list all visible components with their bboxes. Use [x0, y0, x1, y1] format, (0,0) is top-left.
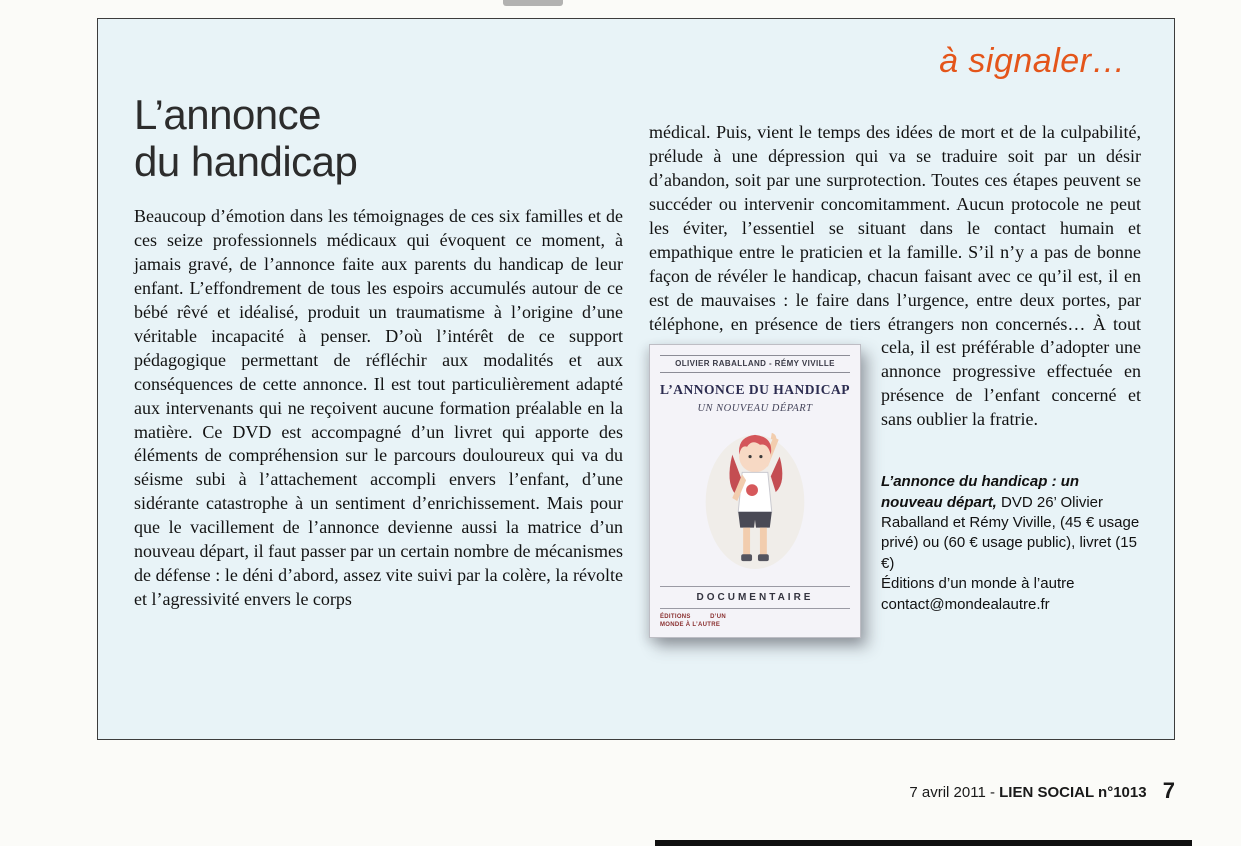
- footer-magazine: LIEN SOCIAL n°1013: [999, 784, 1147, 801]
- caption-title: L’annonce du handicap : un nouveau départ,: [881, 473, 1080, 511]
- dvd-title: L’ANNONCE DU HANDICAP: [660, 382, 851, 398]
- right-column: [649, 91, 1141, 646]
- article-columns: [134, 91, 1141, 646]
- article-title-line1: L’annonce: [134, 91, 322, 138]
- manga-girl-illustration: [696, 425, 814, 573]
- right-column-text-part2: cela, il est préférable d’adopter une annonce progressive effectuée en présence de l’enfant concerné et sans oublier la fratrie.: [881, 337, 1141, 430]
- dvd-illustration: [660, 416, 850, 581]
- left-column-text: Beaucoup d’émotion dans les témoignages de ces six familles et de ces seize professionnels médicaux qui évoquent ce moment, à jamais gravé, de l’annonce faite aux parents du handicap de leur enfant. L’effondrement de tous les espoirs accumulés autour de ce bébé rêvé et idéalisé, produit un traumatisme à l’origine d’une véritable incapacité à penser. D’où l’intérêt de ce support pédagogique permettant de réfléchir aux modalités et aux conséquences de cette annonce. Il est tout particulièrement adapté aux intervenants qui ne reçoivent aucune formation préalable en la matière. Ce DVD est accompagné d’un livret qui apporte des éléments de compréhension sur le parcours douloureux qui va du séisme subi à l’attachement accompli envers l’enfant, d’une sidérante catastrophe à un sentiment d’enrichissement. Mais pour que le vacillement de l’annonce devienne aussi la matrice d’un nouveau départ, il faut passer par un certain nombre de mécanismes de défense : le déni d’abord, assez vite suivi par la colère, la révolte et l’agressivité envers le corps: [134, 206, 623, 610]
- footer-date: 7 avril 2011 -: [909, 784, 1000, 801]
- article-title: [134, 91, 623, 185]
- dvd-authors: OLIVIER RABALLAND - RÉMY VIVILLE: [660, 355, 850, 373]
- caption-body: DVD 26’ Olivier Raballand et Rémy Viville, (45 € usage privé) ou (60 € usage public), livret (15 €): [881, 493, 1140, 572]
- dvd-publisher-logo: ÉDITIONS D’UN MONDE À L’AUTRE: [660, 613, 726, 628]
- dvd-genre-banner: DOCUMENTAIRE: [660, 586, 850, 609]
- scan-artifact-top: [503, 0, 563, 6]
- left-column: [134, 91, 623, 646]
- dvd-cover: [649, 344, 861, 638]
- right-column-text-part1: médical. Puis, vient le temps des idées de mort et de la culpabilité, prélude à une dépression qui va se traduire soit par un désir d’abandon, soit par une surprotection. Toutes ces étapes peuvent se succéder ou intervenir concomitamment. Aucun protocole ne peut les éviter, l’essentiel se situant dans le contact humain et empathique entre le praticien et la famille. S’il n’y a pas de bonne façon de révéler le handicap, chacun faisant avec ce qu’il est, il en est de mauvaises : le faire dans l’urgence, entre deux portes, par téléphone, en présence de tiers étrangers non concernés… À tout: [649, 122, 1141, 334]
- article-frame: [97, 18, 1175, 740]
- caption-contact: contact@mondealautre.fr: [881, 595, 1050, 613]
- scan-artifact-bottom: [655, 840, 1192, 846]
- section-flag: à signaler…: [939, 42, 1126, 80]
- caption-publisher: Éditions d’un monde à l’autre: [881, 575, 1075, 593]
- article-title-line2: du handicap: [134, 138, 358, 186]
- dvd-subtitle: UN NOUVEAU DÉPART: [697, 403, 813, 415]
- footer-page-number: 7: [1162, 778, 1175, 803]
- page-footer: [97, 778, 1175, 804]
